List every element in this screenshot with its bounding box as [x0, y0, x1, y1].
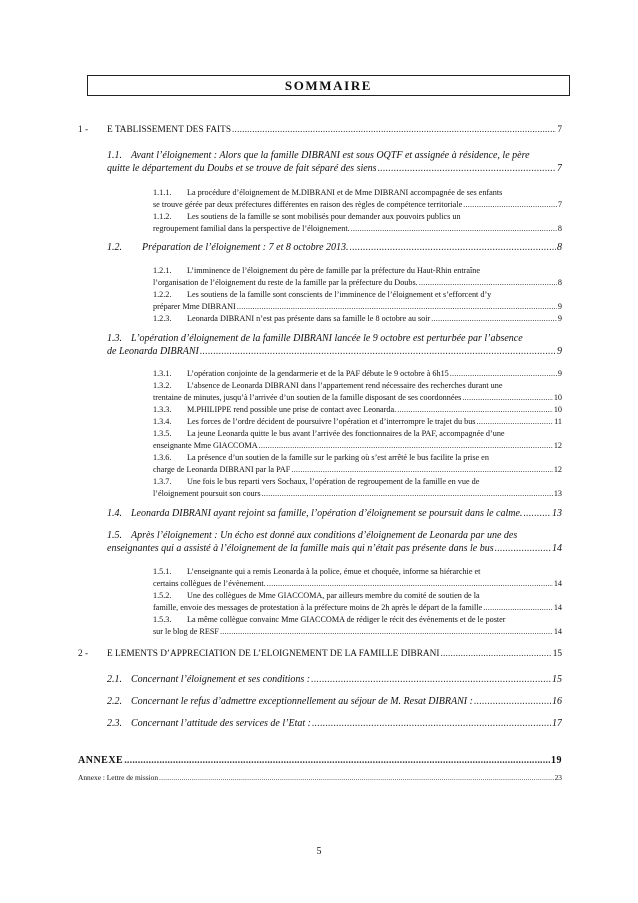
toc-subsubsection-number: 1.3.1. [153, 369, 172, 378]
toc-page-number: 10 [553, 405, 562, 414]
toc-entry-label: L’opération conjointe de la gendarmerie et de la PAF débute le 9 octobre à 6h15 [187, 369, 449, 378]
toc-entry-line[interactable]: La jeune Leonarda quitte le bus avant l’arrivée des fonctionnaires de la PAF, accompagnée d’une [187, 429, 505, 438]
toc-entry-1-3-5[interactable] [153, 441, 562, 450]
toc-entry-line[interactable]: Une des collègues de Mme GIACCOMA, par ailleurs membre du comité de soutien de la [187, 591, 480, 600]
toc-entry-label: sur le blog de RESF [153, 627, 219, 636]
toc-leader-dots [259, 441, 553, 450]
toc-entry-1-1-2[interactable] [153, 224, 562, 233]
toc-entry-2-2[interactable] [131, 696, 562, 707]
toc-page-number: 9 [557, 314, 562, 323]
toc-leader-dots [483, 603, 553, 612]
toc-entry-label: préparer Mme DIBRANI [153, 302, 236, 311]
toc-leader-dots [159, 773, 554, 782]
toc-subsection-number: 1.4. [107, 508, 122, 519]
toc-entry-2-1[interactable] [131, 674, 562, 685]
toc-entry-label: M.PHILIPPE rend possible une prise de contact avec Leonarda. [187, 405, 397, 414]
toc-subsubsection-number: 1.5.1. [153, 567, 172, 576]
toc-page-number: 12 [553, 441, 562, 450]
toc-page-number: 8 [557, 242, 562, 253]
toc-leader-dots [312, 718, 551, 729]
toc-leader-dots [523, 508, 551, 519]
toc-entry-line[interactable]: L’absence de Leonarda DIBRANI dans l’appartement rend nécessaire des recherches durant une [187, 381, 503, 390]
toc-entry-1-3-4[interactable] [187, 417, 562, 426]
toc-leader-dots [419, 278, 557, 287]
toc-entry-1-5-1[interactable] [153, 579, 562, 588]
toc-entry-1-1-1[interactable] [153, 200, 562, 209]
toc-leader-dots [450, 369, 557, 378]
toc-entry-1-5[interactable] [107, 543, 562, 554]
toc-entry-label: trentaine de minutes, jusqu’à l’arrivée d’un soutien de la famille disposant de ses coordonnées [153, 393, 462, 402]
toc-page-number: 15 [552, 649, 562, 659]
toc-page-number: 7 [557, 163, 562, 174]
toc-leader-dots [474, 696, 551, 707]
toc-page-number: 19 [551, 755, 562, 766]
toc-entry-annexe[interactable] [78, 755, 562, 766]
toc-subsection-number: 1.2. [107, 242, 122, 253]
toc-entry-1-3[interactable] [107, 346, 562, 357]
toc-leader-dots [462, 393, 553, 402]
toc-entry-section-1[interactable] [107, 125, 562, 135]
toc-entry-line[interactable]: L’enseignante qui a remis Leonarda à la police, émue et choquée, informe sa hiérarchie et [187, 567, 481, 576]
toc-leader-dots [463, 200, 557, 209]
toc-entry-1-1[interactable] [107, 163, 562, 174]
toc-entry-1-3-7[interactable] [153, 489, 562, 498]
toc-subsection-number: 1.5. [107, 530, 122, 541]
toc-subsection-number: 2.1. [107, 674, 122, 685]
toc-page-number: 14 [552, 543, 562, 554]
toc-subsubsection-number: 1.3.3. [153, 405, 172, 414]
toc-entry-label: ANNEXE [78, 755, 124, 766]
toc-entry-label: de Leonarda DIBRANI [107, 346, 199, 357]
toc-leader-dots [237, 302, 557, 311]
toc-subsection-number: 2.3. [107, 718, 122, 729]
toc-leader-dots [378, 163, 556, 174]
toc-entry-label: Concernant le refus d’admettre exceptionnellement au séjour de M. Resat DIBRANI : [131, 696, 473, 707]
toc-leader-dots [267, 579, 553, 588]
toc-leader-dots [397, 405, 553, 414]
toc-page-number: 9 [557, 346, 562, 357]
toc-entry-label: famille, envoie des messages de protestation à la préfecture moins de 2h après le départ de la famille [153, 603, 483, 612]
toc-leader-dots [311, 674, 551, 685]
toc-entry-1-4[interactable] [131, 508, 562, 519]
toc-entry-line[interactable]: Les soutiens de la famille se sont mobilisés pour demander aux pouvoirs publics un [187, 212, 461, 221]
toc-entry-1-2[interactable] [142, 242, 562, 253]
toc-subsubsection-number: 1.3.6. [153, 453, 172, 462]
toc-leader-dots [262, 489, 553, 498]
toc-section-number: 1 - [78, 125, 89, 135]
toc-page-number: 13 [553, 489, 562, 498]
toc-entry-label: l’éloignement poursuit son cours [153, 489, 261, 498]
toc-entry-label: regroupement familial dans la perspective de l’éloignement. [153, 224, 350, 233]
toc-entry-1-3-1[interactable] [187, 369, 562, 378]
toc-subsubsection-number: 1.3.7. [153, 477, 172, 486]
toc-entry-line[interactable]: Après l’éloignement : Un écho est donné aux conditions d’éloignement de Leonarda par une des [131, 530, 518, 541]
toc-page-number: 7 [557, 200, 562, 209]
toc-entry-label: E TABLISSEMENT DES FAITS [107, 125, 232, 135]
toc-entry-annexe-lettre[interactable] [78, 773, 562, 782]
toc-leader-dots [124, 755, 550, 766]
toc-leader-dots [351, 224, 557, 233]
page-title: SOMMAIRE [87, 75, 570, 96]
toc-subsubsection-number: 1.5.2. [153, 591, 172, 600]
toc-entry-1-2-3[interactable] [187, 314, 562, 323]
toc-entry-1-3-6[interactable] [153, 465, 562, 474]
toc-entry-line[interactable]: La même collègue convainc Mme GIACCOMA de rédiger le récit des évènements et de le poster [187, 615, 506, 624]
toc-page-number: 8 [557, 278, 562, 287]
toc-leader-dots [350, 242, 556, 253]
toc-entry-2-3[interactable] [131, 718, 562, 729]
toc-entry-label: E LEMENTS D’APPRECIATION DE L’ELOIGNEMENT DE LA FAMILLE DIBRANI [107, 649, 440, 659]
toc-entry-label: Concernant l’attitude des services de l’Etat : [131, 718, 311, 729]
toc-page-number: 17 [552, 718, 562, 729]
toc-entry-line[interactable]: La procédure d’éloignement de M.DIBRANI et de Mme DIBRANI accompagnée de ses enfants [187, 188, 503, 197]
toc-subsubsection-number: 1.2.2. [153, 290, 172, 299]
toc-page-number: 12 [553, 465, 562, 474]
page-number: 5 [316, 846, 322, 857]
toc-entry-label: enseignante Mme GIACCOMA [153, 441, 258, 450]
toc-subsubsection-number: 1.2.1. [153, 266, 172, 275]
toc-entry-line[interactable]: Avant l’éloignement : Alors que la famille DIBRANI est sous OQTF et assignée à résidence, le père [131, 150, 530, 161]
toc-entry-1-5-3[interactable] [153, 627, 562, 636]
toc-entry-label: enseignantes qui a assisté à l’éloignement de la famille mais qui n’était pas présente dans le bus [107, 543, 494, 554]
toc-page-number: 10 [553, 393, 562, 402]
toc-leader-dots [431, 314, 557, 323]
toc-subsubsection-number: 1.3.4. [153, 417, 172, 426]
toc-subsubsection-number: 1.3.2. [153, 381, 172, 390]
toc-subsection-number: 2.2. [107, 696, 122, 707]
toc-entry-label: Les forces de l’ordre décident de poursuivre l’opération et d’interrompre le trajet du bus [187, 417, 476, 426]
toc-page-number: 11 [554, 417, 562, 426]
toc-subsubsection-number: 1.3.5. [153, 429, 172, 438]
toc-leader-dots [291, 465, 552, 474]
toc-page-number: 8 [557, 224, 562, 233]
toc-page-number: 14 [553, 603, 562, 612]
toc-entry-line[interactable]: L’opération d’éloignement de la famille DIBRANI lancée le 9 octobre est perturbée par l’absence [131, 333, 523, 344]
toc-leader-dots [232, 125, 556, 135]
toc-page-number: 13 [552, 508, 562, 519]
toc-page-number: 9 [557, 369, 562, 378]
toc-subsubsection-number: 1.5.3. [153, 615, 172, 624]
toc-entry-label: l’organisation de l’éloignement du reste de la famille par la préfecture du Doubs. [153, 278, 418, 287]
toc-section-number: 2 - [78, 649, 89, 659]
toc-entry-label: quitte le département du Doubs et se trouve de fait séparé des siens [107, 163, 377, 174]
toc-subsubsection-number: 1.2.3. [153, 314, 172, 323]
toc-entry-line[interactable]: La présence d’un soutien de la famille sur le parking où s’est arrêté le bus facilite la prise en [187, 453, 489, 462]
toc-leader-dots [477, 417, 554, 426]
toc-entry-label: Préparation de l’éloignement : 7 et 8 octobre 2013. [142, 242, 349, 253]
toc-entry-label: Leonarda DIBRANI ayant rejoint sa famille, l’opération d’éloignement se poursuit dans le calme. [131, 508, 523, 519]
toc-entry-line[interactable]: L’imminence de l’éloignement du père de famille par la préfecture du Haut-Rhin entraîne [187, 266, 480, 275]
toc-entry-label: Leonarda DIBRANI n’est pas présente dans sa famille le 8 octobre au soir [187, 314, 431, 323]
toc-page-number: 23 [554, 773, 562, 782]
toc-entry-line[interactable]: Les soutiens de la famille sont conscients de l’imminence de l’éloignement et s’efforcent d’y [187, 290, 492, 299]
toc-page-number: 15 [552, 674, 562, 685]
toc-entry-label: certains collègues de l’évènement. [153, 579, 266, 588]
toc-entry-1-5-2[interactable] [153, 603, 562, 612]
toc-leader-dots [495, 543, 551, 554]
toc-leader-dots [220, 627, 553, 636]
toc-page-number: 14 [553, 627, 562, 636]
toc-subsubsection-number: 1.1.1. [153, 188, 172, 197]
toc-page-number: 14 [553, 579, 562, 588]
toc-page-number: 9 [557, 302, 562, 311]
toc-entry-1-3-3[interactable] [187, 405, 562, 414]
toc-page-number: 7 [557, 125, 562, 135]
toc-entry-label: Annexe : Lettre de mission [78, 773, 159, 782]
toc-page-number: 16 [552, 696, 562, 707]
toc-leader-dots [440, 649, 551, 659]
toc-leader-dots [200, 346, 556, 357]
toc-subsection-number: 1.1. [107, 150, 122, 161]
toc-subsection-number: 1.3. [107, 333, 122, 344]
toc-entry-1-2-2[interactable] [153, 302, 562, 311]
toc-entry-1-3-2[interactable] [153, 393, 562, 402]
toc-entry-1-2-1[interactable] [153, 278, 562, 287]
toc-entry-label: se trouve gérée par deux préfectures différentes en raison des règles de compétence territoriale [153, 200, 463, 209]
toc-entry-label: charge de Leonarda DIBRANI par la PAF [153, 465, 291, 474]
toc-entry-line[interactable]: Une fois le bus reparti vers Sochaux, l’opération de regroupement de la famille en vue de [187, 477, 480, 486]
toc-entry-section-2[interactable] [107, 649, 562, 659]
toc-subsubsection-number: 1.1.2. [153, 212, 172, 221]
toc-entry-label: Concernant l’éloignement et ses conditions : [131, 674, 311, 685]
